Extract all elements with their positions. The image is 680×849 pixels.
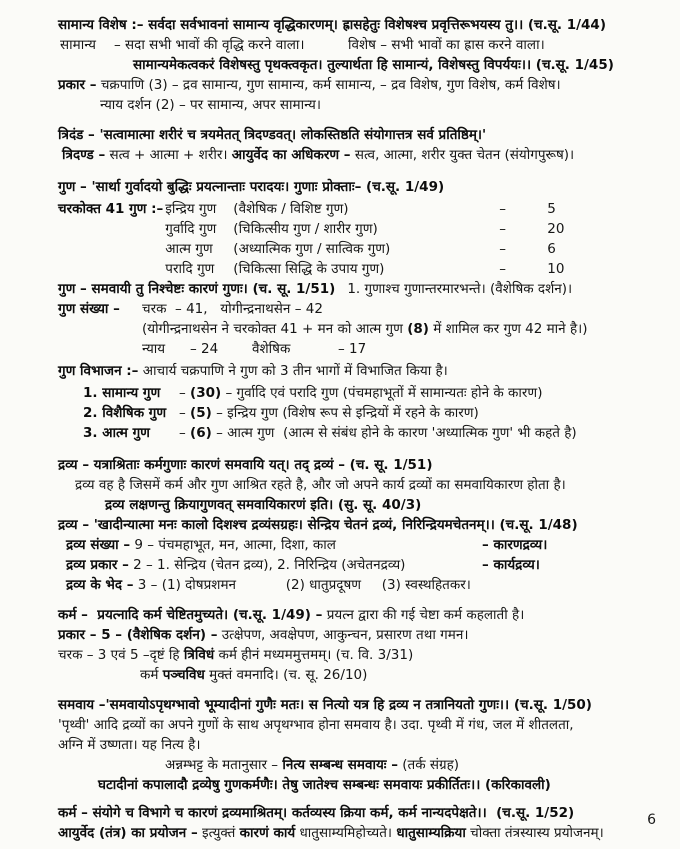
text-segment: त्रिदण्ड – <box>62 147 106 163</box>
samavaya-karikavali <box>58 775 662 795</box>
guna-table-label: चरकोक्त 41 गुण :– <box>58 201 164 217</box>
karma-sanyoga-sutra <box>58 803 662 823</box>
text-segment: (तर्क संग्रह) <box>397 757 460 773</box>
text-segment: 9 – पंचमहाभूत, मन, आत्मा, दिशा, काल <box>130 537 336 553</box>
ayurveda-prayojana <box>58 823 662 843</box>
dravya-sutra <box>58 455 662 475</box>
text-segment: – <box>179 425 191 441</box>
text-segment: आयुर्वेद (तंत्र) का प्रयोजन – <box>58 825 198 841</box>
guna-table-grid <box>165 199 564 279</box>
text-segment: सामान्य विशेष :– सर्वदा सर्वभावनां सामान्य वृद्धिकारणम्। ह्रासहेतुः विशेषश्च प्रवृत्तिरूभयस्य तु।। (च.सू. 1/44) <box>58 17 606 33</box>
text-segment: सामान्यमेकत्वकरं विशेषस्तु पृथक्त्वकृत। तुल्यार्थता हि सामान्यं, विशेषस्तु विपर्ययः।। (च.सू. 1/45) <box>133 57 614 73</box>
text-segment: (3) स्वस्थहितकर। <box>381 577 471 593</box>
text-segment: 1. सामान्य गुण <box>83 385 161 401</box>
text-segment: द्रव्य वह है जिसमें कर्म और गुण आश्रित रहते है, और जो अपने कार्य द्रव्यों का समवायिकारण होता है। <box>75 477 566 493</box>
guna-name: परादि गुण <box>165 261 215 277</box>
prakara-nyaya <box>58 95 662 115</box>
text-segment: द्रव्य – यत्राश्रिताः कर्मगुणाः कारणं समवायि यत्। तद् द्रव्यं – (च. सू. 1/51) <box>58 457 433 473</box>
text-segment: उत्क्षेपण, अवक्षेपण, आकुन्चन, प्रसारण तथा गमन। <box>217 627 469 643</box>
text-segment: (30) <box>190 385 222 401</box>
text-segment: अग्नि में उष्णता। यह नित्य है। <box>58 737 201 753</box>
guna-name: आत्म गुण <box>165 241 213 257</box>
text-segment: (2) धातुप्रदूषण <box>285 577 362 593</box>
text-segment: कारणं कार्य <box>239 825 296 841</box>
text-segment: सत्व, आत्मा, शरीर युक्त चेतन (संयोगपुरूष)। <box>350 147 575 163</box>
vibhajan-atma <box>58 423 662 443</box>
text-segment: – 17 <box>338 341 367 357</box>
text-segment: गुण – 'सार्था गुर्वादयो बुद्धिः प्रयत्नान्ताः परादयः। गुणाः प्रोक्ताः– (च.सू. 1/49) <box>58 179 445 195</box>
text-segment: इत्युक्तं <box>197 825 240 841</box>
guna-desc: (वैशेषिक / विशिष्ट गुण) <box>233 201 349 217</box>
text-segment: – <box>179 405 191 421</box>
guna-desc: (अध्यात्मिक गुण / सात्विक गुण) <box>233 241 391 257</box>
samavaya-meaning-1 <box>58 715 662 735</box>
text-segment: सामान्य <box>60 37 97 53</box>
text-segment: (योगीन्द्रनाथसेन ने चरकोक्त 41 + मन को आत्म गुण <box>142 321 408 337</box>
guna-samavayi-sutra <box>58 279 662 299</box>
vibhajan-samanya <box>58 383 662 403</box>
text-segment: न्याय <box>142 341 166 357</box>
text-segment: (8) <box>407 321 429 337</box>
text-segment: 1. गुणाश्च गुणान्तरमारभन्ते। (वैशेषिक दर्शन)। <box>347 281 573 297</box>
lines-top <box>58 15 662 197</box>
text-segment: कर्म <box>140 667 163 683</box>
text-segment: द्रव्य के भेद – <box>66 577 134 593</box>
guna-value: 20 <box>547 221 565 237</box>
text-segment: – इन्द्रिय गुण (विशेष रूप से इन्द्रियों में रहने के कारण) <box>211 405 479 421</box>
dravya-bheda <box>58 575 662 595</box>
text-segment: वैशेषिक <box>252 341 291 357</box>
text-segment: 2. विशैषिक गुण <box>83 405 167 421</box>
text-segment: गुण – समवायी तु निश्चेष्टः कारणं गुणः। (च. सू. 1/51) <box>58 281 336 297</box>
karma-prakara <box>58 625 662 645</box>
text-segment: मुक्तं वमनादि। (च. सू. 26/10) <box>204 667 368 683</box>
guna-dash: – <box>499 261 507 277</box>
text-segment: में शामिल कर गुण 42 माने है।) <box>428 321 588 337</box>
text-segment: समवाय –'समवायोऽपृथग्भावो भूम्यादीनां गुणैः मतः। स नित्यो यत्र हि द्रव्य न तत्रानियतो गुणः।। (च.सू. 1/50) <box>58 697 592 713</box>
samanya-ekatva-sutra <box>58 55 662 75</box>
text-segment: नित्य सम्बन्ध समवायः – <box>282 757 398 773</box>
guna-desc: (चिकित्सीय गुण / शारीर गुण) <box>233 221 378 237</box>
samanya-vishesha-meaning <box>58 35 662 55</box>
karma-sutra <box>58 605 662 625</box>
vibhajan-vaisheshik <box>58 403 662 423</box>
karma-charaka <box>58 645 662 665</box>
guna-dash: – <box>499 201 507 217</box>
text-segment: – <box>179 385 191 401</box>
text-segment: चरक – 41, योगीन्द्रनाथसेन – 42 <box>142 301 323 317</box>
guna-dash: – <box>499 221 507 237</box>
guna-name: इन्द्रिय गुण <box>165 201 217 217</box>
text-segment: सत्व + आत्मा + शरीर। <box>105 147 232 163</box>
text-segment: चोक्ता तंत्रस्यास्य प्रयोजनम्। <box>465 825 604 841</box>
guna-sankhya-nyaya <box>58 339 662 359</box>
text-segment: विशेष – सभी भावों का ह्रास करने वाला। <box>348 37 545 53</box>
text-segment: प्रकार – <box>58 77 97 93</box>
text-segment: आचार्य चक्रपाणि ने गुण को 3 तीन भागों में विभाजित किया है। <box>138 363 448 379</box>
text-segment: अन्नम्भट्ट के मतानुसार – <box>165 757 283 773</box>
text-segment: – सदा सभी भावों की वृद्धि करने वाला। <box>114 37 305 53</box>
page-number: 6 <box>647 812 656 828</box>
dravya-khadinya-sutra <box>58 515 662 535</box>
charakokta-guna-table <box>58 199 662 279</box>
text-segment: द्रव्य – 'खादीन्यात्मा मनः कालो दिशश्च द्रव्यंसग्रहः। सेन्द्रिय चेतनं द्रव्यं, निरिन्द्रियमचेतनम्।। (च.सू. 1/48) <box>58 517 578 533</box>
lines-bottom <box>58 279 662 843</box>
tridanda-meaning <box>58 145 662 165</box>
guna-sankhya-note <box>58 319 662 339</box>
text-segment: (1) दोषप्रशमन <box>161 577 237 593</box>
text-segment: – कार्यद्रव्य। <box>482 557 540 573</box>
text-segment: गुण संख्या – <box>58 301 120 317</box>
text-segment: आयुर्वेद का अधिकरण – <box>231 147 351 163</box>
karma-panchavidha <box>58 665 662 685</box>
text-segment: द्रव्य लक्षणन्तु क्रियागुणवत् समवायिकारणं इति। (सु. सू. 40/3) <box>105 497 422 513</box>
guna-vibhajan <box>58 361 662 381</box>
text-segment: चक्रपाणि (3) – द्रव सामान्य, गुण सामान्य, कर्म सामान्य, – द्रव विशेष, गुण विशेष, कर्म विशेष। <box>96 77 561 93</box>
text-segment: – 24 <box>190 341 219 357</box>
text-segment: न्याय दर्शन (2) – पर सामान्य, अपर सामान्य। <box>100 97 322 113</box>
text-segment: धातुसाम्यमिहोच्यते। <box>295 825 397 841</box>
text-segment: – कारणद्रव्य। <box>482 537 548 553</box>
samavaya-meaning-2 <box>58 735 662 755</box>
text-segment: पञ्चविध <box>162 667 205 683</box>
guna-dash: – <box>499 241 507 257</box>
text-segment: चरक – 3 एवं 5 – <box>58 647 150 663</box>
text-segment: द्रव्य संख्या – <box>66 537 131 553</box>
text-segment: – गुर्वादि एवं परादि गुण (पंचमहाभूतों में सामान्यतः होने के कारण) <box>221 385 543 401</box>
text-segment: द्रव्य प्रकार – <box>66 557 129 573</box>
guna-sankhya <box>58 299 662 319</box>
guna-value: 5 <box>547 201 556 217</box>
dravya-prakara <box>58 555 662 575</box>
text-segment: घटादीनां कपालादौ द्रव्येषु गुणकर्मणैः। तेषु जातेश्च सम्बन्धः समवायः प्रकीर्तितः।। (करिकावली) <box>98 777 551 793</box>
text-segment: कर्म – संयोगे च विभागे च कारणं द्रव्यमाश्रितम्। कर्तव्यस्य क्रिया कर्म, कर्म नान्यदपेक्षते।। (च.सू. 1/52) <box>58 805 575 821</box>
text-segment: त्रिविधं <box>183 647 215 663</box>
dravya-meaning <box>58 475 662 495</box>
samanya-vishesha-sutra <box>58 15 662 35</box>
dravya-sankhya <box>58 535 662 555</box>
text-segment: 2 – 1. सेन्द्रिय (चेतन द्रव्य), 2. निरिन्द्रिय (अचेतनद्रव्य) <box>128 557 406 573</box>
text-segment: 'पृथ्वी' आदि द्रव्यों का अपने गुणों के साथ अपृथग्भाव होना समवाय है। उदा. पृथ्वी में गंध, जल में शीतलता, <box>58 717 574 733</box>
text-segment: धातुसाम्यक्रिया <box>396 825 466 841</box>
guna-sutra <box>58 177 662 197</box>
text-segment: – आत्म गुण (आत्म से संबंध होने के कारण 'अध्यात्मिक गुण' भी कहते है) <box>211 425 577 441</box>
tridanda-sutra <box>58 125 662 145</box>
text-segment: प्रयत्न द्वारा की गई चेष्टा कर्म कहलाती है। <box>322 607 525 623</box>
text-segment: (5) <box>190 405 212 421</box>
text-segment: प्रकार – 5 – (वैशेषिक दर्शन) – <box>58 627 218 643</box>
dravya-lakshana <box>58 495 662 515</box>
text-segment: 3 – <box>133 577 162 593</box>
text-segment: 3. आत्म गुण <box>83 425 150 441</box>
guna-value: 10 <box>547 261 565 277</box>
text-segment: (6) <box>190 425 212 441</box>
guna-name: गुर्वादि गुण <box>165 221 217 237</box>
text-segment: कर्म हीनं मध्यममुत्तमम्। (च. वि. 3/31) <box>214 647 414 663</box>
text-segment: त्रिदंड – 'सत्वामात्मा शरीरं च त्रयमेतत् त्रिदण्डवत्। लोकस्तिष्ठति संयोगात्तत्र सर्व प्रतिष्ठिम्।' <box>58 127 487 143</box>
samavaya-annambhatta <box>58 755 662 775</box>
text-segment: गुण विभाजन :– <box>58 363 139 379</box>
prakara-chakrapani <box>58 75 662 95</box>
samavaya-sutra <box>58 695 662 715</box>
guna-value: 6 <box>547 241 556 257</box>
text-segment: दृष्टं हि <box>149 647 184 663</box>
guna-desc: (चिकित्सा सिद्धि के उपाय गुण) <box>233 261 385 277</box>
text-segment: कर्म – प्रयत्नादि कर्म चेष्टितमुच्यते। (च.सू. 1/49) – <box>58 607 323 623</box>
